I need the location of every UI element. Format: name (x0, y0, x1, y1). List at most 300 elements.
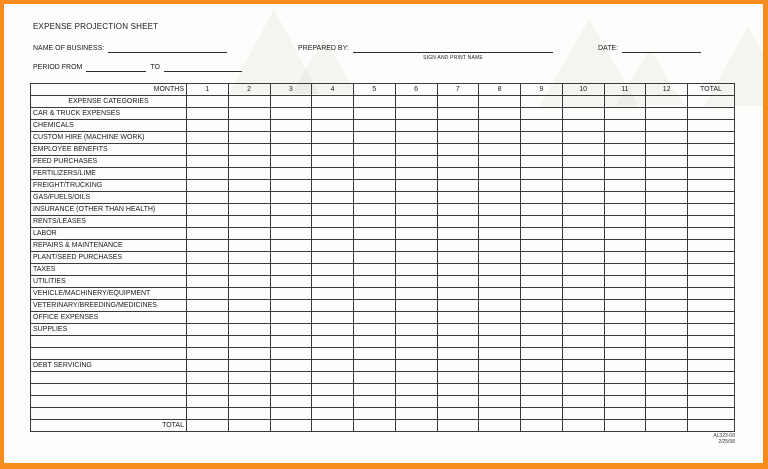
month-value-cell[interactable] (395, 192, 437, 204)
month-value-cell[interactable] (479, 372, 521, 384)
month-value-cell[interactable] (562, 300, 604, 312)
month-value-cell[interactable] (354, 408, 396, 420)
month-value-cell[interactable] (562, 324, 604, 336)
month-value-cell[interactable] (312, 228, 354, 240)
month-value-cell[interactable] (228, 96, 270, 108)
month-value-cell[interactable] (562, 192, 604, 204)
total-value-cell[interactable] (688, 324, 735, 336)
month-value-cell[interactable] (354, 348, 396, 360)
month-value-cell[interactable] (437, 348, 479, 360)
month-value-cell[interactable] (187, 396, 229, 408)
month-value-cell[interactable] (354, 396, 396, 408)
month-value-cell[interactable] (646, 216, 688, 228)
month-value-cell[interactable] (228, 384, 270, 396)
month-value-cell[interactable] (270, 204, 312, 216)
month-value-cell[interactable] (562, 396, 604, 408)
month-value-cell[interactable] (270, 384, 312, 396)
month-value-cell[interactable] (646, 360, 688, 372)
month-value-cell[interactable] (187, 108, 229, 120)
month-value-cell[interactable] (562, 384, 604, 396)
month-value-cell[interactable] (187, 348, 229, 360)
month-value-cell[interactable] (228, 168, 270, 180)
month-value-cell[interactable] (354, 204, 396, 216)
month-value-cell[interactable] (604, 180, 646, 192)
month-value-cell[interactable] (437, 96, 479, 108)
month-value-cell[interactable] (395, 408, 437, 420)
month-value-cell[interactable] (437, 276, 479, 288)
month-value-cell[interactable] (312, 120, 354, 132)
month-value-cell[interactable] (604, 144, 646, 156)
total-value-cell[interactable] (688, 360, 735, 372)
month-value-cell[interactable] (646, 168, 688, 180)
month-value-cell[interactable] (646, 288, 688, 300)
total-value-cell[interactable] (688, 108, 735, 120)
total-value-cell[interactable] (688, 312, 735, 324)
month-value-cell[interactable] (395, 396, 437, 408)
total-value-cell[interactable] (688, 264, 735, 276)
date-field[interactable] (622, 43, 701, 53)
total-value-cell[interactable] (688, 144, 735, 156)
total-value-cell[interactable] (688, 216, 735, 228)
month-value-cell[interactable] (312, 348, 354, 360)
month-value-cell[interactable] (521, 132, 563, 144)
month-value-cell[interactable] (187, 276, 229, 288)
month-value-cell[interactable] (437, 216, 479, 228)
month-value-cell[interactable] (479, 216, 521, 228)
month-value-cell[interactable] (187, 384, 229, 396)
total-value-cell[interactable] (688, 336, 735, 348)
month-value-cell[interactable] (228, 360, 270, 372)
month-value-cell[interactable] (521, 96, 563, 108)
month-value-cell[interactable] (437, 228, 479, 240)
month-value-cell[interactable] (479, 276, 521, 288)
month-value-cell[interactable] (604, 420, 646, 432)
month-value-cell[interactable] (562, 156, 604, 168)
total-value-cell[interactable] (688, 396, 735, 408)
month-value-cell[interactable] (646, 180, 688, 192)
month-value-cell[interactable] (312, 264, 354, 276)
month-value-cell[interactable] (228, 372, 270, 384)
month-value-cell[interactable] (646, 300, 688, 312)
month-value-cell[interactable] (312, 108, 354, 120)
month-value-cell[interactable] (354, 360, 396, 372)
month-value-cell[interactable] (187, 120, 229, 132)
total-value-cell[interactable] (688, 120, 735, 132)
month-value-cell[interactable] (395, 360, 437, 372)
month-value-cell[interactable] (270, 264, 312, 276)
month-value-cell[interactable] (562, 132, 604, 144)
month-value-cell[interactable] (521, 324, 563, 336)
month-value-cell[interactable] (521, 288, 563, 300)
month-value-cell[interactable] (354, 180, 396, 192)
month-value-cell[interactable] (521, 408, 563, 420)
month-value-cell[interactable] (479, 240, 521, 252)
month-value-cell[interactable] (646, 324, 688, 336)
month-value-cell[interactable] (521, 384, 563, 396)
month-value-cell[interactable] (437, 204, 479, 216)
month-value-cell[interactable] (187, 192, 229, 204)
month-value-cell[interactable] (562, 96, 604, 108)
month-value-cell[interactable] (479, 336, 521, 348)
month-value-cell[interactable] (562, 312, 604, 324)
month-value-cell[interactable] (646, 192, 688, 204)
month-value-cell[interactable] (479, 156, 521, 168)
month-value-cell[interactable] (312, 276, 354, 288)
month-value-cell[interactable] (187, 156, 229, 168)
month-value-cell[interactable] (437, 144, 479, 156)
month-value-cell[interactable] (312, 288, 354, 300)
month-value-cell[interactable] (479, 204, 521, 216)
month-value-cell[interactable] (228, 132, 270, 144)
month-value-cell[interactable] (646, 108, 688, 120)
prepared-by-field[interactable] (353, 43, 553, 53)
total-value-cell[interactable] (688, 240, 735, 252)
month-value-cell[interactable] (354, 336, 396, 348)
month-value-cell[interactable] (354, 144, 396, 156)
total-value-cell[interactable] (688, 372, 735, 384)
total-value-cell[interactable] (688, 168, 735, 180)
month-value-cell[interactable] (228, 180, 270, 192)
month-value-cell[interactable] (228, 192, 270, 204)
month-value-cell[interactable] (479, 288, 521, 300)
month-value-cell[interactable] (228, 156, 270, 168)
month-value-cell[interactable] (604, 264, 646, 276)
month-value-cell[interactable] (562, 240, 604, 252)
total-value-cell[interactable] (688, 384, 735, 396)
period-to-field[interactable] (164, 62, 242, 72)
month-value-cell[interactable] (604, 372, 646, 384)
month-value-cell[interactable] (312, 300, 354, 312)
month-value-cell[interactable] (312, 180, 354, 192)
month-value-cell[interactable] (604, 108, 646, 120)
month-value-cell[interactable] (312, 420, 354, 432)
month-value-cell[interactable] (479, 360, 521, 372)
month-value-cell[interactable] (312, 396, 354, 408)
month-value-cell[interactable] (521, 180, 563, 192)
month-value-cell[interactable] (479, 300, 521, 312)
month-value-cell[interactable] (228, 396, 270, 408)
month-value-cell[interactable] (270, 156, 312, 168)
month-value-cell[interactable] (562, 288, 604, 300)
month-value-cell[interactable] (395, 420, 437, 432)
month-value-cell[interactable] (521, 372, 563, 384)
month-value-cell[interactable] (562, 336, 604, 348)
month-value-cell[interactable] (437, 288, 479, 300)
period-from-field[interactable] (86, 62, 146, 72)
month-value-cell[interactable] (187, 264, 229, 276)
month-value-cell[interactable] (521, 192, 563, 204)
month-value-cell[interactable] (270, 108, 312, 120)
month-value-cell[interactable] (479, 384, 521, 396)
month-value-cell[interactable] (479, 120, 521, 132)
month-value-cell[interactable] (562, 168, 604, 180)
month-value-cell[interactable] (604, 396, 646, 408)
month-value-cell[interactable] (312, 360, 354, 372)
month-value-cell[interactable] (646, 312, 688, 324)
month-value-cell[interactable] (354, 300, 396, 312)
month-value-cell[interactable] (228, 108, 270, 120)
month-value-cell[interactable] (354, 108, 396, 120)
month-value-cell[interactable] (395, 228, 437, 240)
month-value-cell[interactable] (354, 252, 396, 264)
month-value-cell[interactable] (437, 180, 479, 192)
month-value-cell[interactable] (312, 408, 354, 420)
month-value-cell[interactable] (354, 420, 396, 432)
month-value-cell[interactable] (646, 264, 688, 276)
month-value-cell[interactable] (521, 360, 563, 372)
month-value-cell[interactable] (646, 336, 688, 348)
month-value-cell[interactable] (228, 276, 270, 288)
month-value-cell[interactable] (312, 96, 354, 108)
month-value-cell[interactable] (562, 228, 604, 240)
total-value-cell[interactable] (688, 348, 735, 360)
month-value-cell[interactable] (187, 216, 229, 228)
month-value-cell[interactable] (479, 144, 521, 156)
month-value-cell[interactable] (437, 336, 479, 348)
month-value-cell[interactable] (646, 228, 688, 240)
month-value-cell[interactable] (228, 300, 270, 312)
month-value-cell[interactable] (604, 336, 646, 348)
month-value-cell[interactable] (395, 144, 437, 156)
month-value-cell[interactable] (270, 324, 312, 336)
month-value-cell[interactable] (187, 180, 229, 192)
month-value-cell[interactable] (270, 216, 312, 228)
month-value-cell[interactable] (395, 120, 437, 132)
month-value-cell[interactable] (354, 120, 396, 132)
month-value-cell[interactable] (521, 276, 563, 288)
total-value-cell[interactable] (688, 276, 735, 288)
month-value-cell[interactable] (187, 288, 229, 300)
month-value-cell[interactable] (604, 276, 646, 288)
month-value-cell[interactable] (437, 132, 479, 144)
month-value-cell[interactable] (312, 312, 354, 324)
month-value-cell[interactable] (270, 288, 312, 300)
month-value-cell[interactable] (228, 264, 270, 276)
month-value-cell[interactable] (395, 336, 437, 348)
month-value-cell[interactable] (646, 144, 688, 156)
name-of-business-field[interactable] (108, 43, 227, 53)
month-value-cell[interactable] (521, 144, 563, 156)
month-value-cell[interactable] (437, 300, 479, 312)
month-value-cell[interactable] (270, 312, 312, 324)
month-value-cell[interactable] (228, 120, 270, 132)
month-value-cell[interactable] (562, 264, 604, 276)
month-value-cell[interactable] (270, 252, 312, 264)
month-value-cell[interactable] (646, 372, 688, 384)
month-value-cell[interactable] (437, 108, 479, 120)
month-value-cell[interactable] (312, 252, 354, 264)
total-value-cell[interactable] (688, 204, 735, 216)
month-value-cell[interactable] (479, 264, 521, 276)
month-value-cell[interactable] (395, 216, 437, 228)
month-value-cell[interactable] (479, 168, 521, 180)
total-value-cell[interactable] (688, 96, 735, 108)
month-value-cell[interactable] (437, 420, 479, 432)
month-value-cell[interactable] (437, 120, 479, 132)
month-value-cell[interactable] (187, 168, 229, 180)
month-value-cell[interactable] (354, 264, 396, 276)
month-value-cell[interactable] (270, 360, 312, 372)
month-value-cell[interactable] (479, 396, 521, 408)
month-value-cell[interactable] (270, 240, 312, 252)
month-value-cell[interactable] (479, 348, 521, 360)
month-value-cell[interactable] (354, 168, 396, 180)
month-value-cell[interactable] (395, 384, 437, 396)
month-value-cell[interactable] (479, 192, 521, 204)
month-value-cell[interactable] (354, 240, 396, 252)
month-value-cell[interactable] (604, 408, 646, 420)
month-value-cell[interactable] (646, 420, 688, 432)
month-value-cell[interactable] (604, 120, 646, 132)
month-value-cell[interactable] (354, 324, 396, 336)
month-value-cell[interactable] (479, 108, 521, 120)
month-value-cell[interactable] (354, 216, 396, 228)
month-value-cell[interactable] (604, 312, 646, 324)
month-value-cell[interactable] (312, 372, 354, 384)
month-value-cell[interactable] (646, 120, 688, 132)
total-value-cell[interactable] (688, 252, 735, 264)
month-value-cell[interactable] (395, 264, 437, 276)
month-value-cell[interactable] (270, 192, 312, 204)
month-value-cell[interactable] (354, 192, 396, 204)
month-value-cell[interactable] (395, 168, 437, 180)
month-value-cell[interactable] (187, 324, 229, 336)
month-value-cell[interactable] (604, 348, 646, 360)
month-value-cell[interactable] (562, 216, 604, 228)
month-value-cell[interactable] (312, 324, 354, 336)
month-value-cell[interactable] (395, 132, 437, 144)
month-value-cell[interactable] (646, 156, 688, 168)
month-value-cell[interactable] (354, 384, 396, 396)
month-value-cell[interactable] (437, 264, 479, 276)
month-value-cell[interactable] (187, 252, 229, 264)
total-value-cell[interactable] (688, 288, 735, 300)
month-value-cell[interactable] (521, 240, 563, 252)
month-value-cell[interactable] (646, 252, 688, 264)
month-value-cell[interactable] (437, 312, 479, 324)
month-value-cell[interactable] (354, 276, 396, 288)
month-value-cell[interactable] (562, 204, 604, 216)
total-value-cell[interactable] (688, 420, 735, 432)
month-value-cell[interactable] (479, 132, 521, 144)
month-value-cell[interactable] (270, 408, 312, 420)
month-value-cell[interactable] (354, 288, 396, 300)
month-value-cell[interactable] (228, 420, 270, 432)
month-value-cell[interactable] (354, 132, 396, 144)
month-value-cell[interactable] (187, 240, 229, 252)
month-value-cell[interactable] (228, 288, 270, 300)
total-value-cell[interactable] (688, 300, 735, 312)
month-value-cell[interactable] (395, 288, 437, 300)
month-value-cell[interactable] (395, 156, 437, 168)
month-value-cell[interactable] (521, 300, 563, 312)
month-value-cell[interactable] (479, 420, 521, 432)
month-value-cell[interactable] (270, 96, 312, 108)
month-value-cell[interactable] (270, 372, 312, 384)
month-value-cell[interactable] (395, 312, 437, 324)
month-value-cell[interactable] (604, 384, 646, 396)
month-value-cell[interactable] (312, 132, 354, 144)
month-value-cell[interactable] (479, 408, 521, 420)
month-value-cell[interactable] (479, 180, 521, 192)
month-value-cell[interactable] (187, 408, 229, 420)
month-value-cell[interactable] (395, 96, 437, 108)
month-value-cell[interactable] (395, 300, 437, 312)
month-value-cell[interactable] (395, 372, 437, 384)
month-value-cell[interactable] (562, 348, 604, 360)
month-value-cell[interactable] (604, 96, 646, 108)
month-value-cell[interactable] (395, 324, 437, 336)
month-value-cell[interactable] (437, 372, 479, 384)
month-value-cell[interactable] (604, 192, 646, 204)
total-value-cell[interactable] (688, 180, 735, 192)
month-value-cell[interactable] (604, 360, 646, 372)
month-value-cell[interactable] (270, 300, 312, 312)
month-value-cell[interactable] (270, 144, 312, 156)
month-value-cell[interactable] (521, 108, 563, 120)
month-value-cell[interactable] (187, 336, 229, 348)
month-value-cell[interactable] (354, 372, 396, 384)
month-value-cell[interactable] (395, 348, 437, 360)
month-value-cell[interactable] (187, 360, 229, 372)
month-value-cell[interactable] (562, 180, 604, 192)
month-value-cell[interactable] (479, 96, 521, 108)
month-value-cell[interactable] (521, 396, 563, 408)
total-value-cell[interactable] (688, 192, 735, 204)
month-value-cell[interactable] (604, 228, 646, 240)
month-value-cell[interactable] (521, 252, 563, 264)
month-value-cell[interactable] (521, 120, 563, 132)
month-value-cell[interactable] (312, 168, 354, 180)
month-value-cell[interactable] (270, 228, 312, 240)
month-value-cell[interactable] (562, 408, 604, 420)
month-value-cell[interactable] (437, 192, 479, 204)
month-value-cell[interactable] (437, 396, 479, 408)
month-value-cell[interactable] (437, 384, 479, 396)
month-value-cell[interactable] (395, 252, 437, 264)
month-value-cell[interactable] (521, 228, 563, 240)
total-value-cell[interactable] (688, 408, 735, 420)
month-value-cell[interactable] (395, 204, 437, 216)
month-value-cell[interactable] (521, 264, 563, 276)
month-value-cell[interactable] (270, 120, 312, 132)
month-value-cell[interactable] (604, 216, 646, 228)
month-value-cell[interactable] (270, 336, 312, 348)
month-value-cell[interactable] (521, 420, 563, 432)
month-value-cell[interactable] (521, 216, 563, 228)
month-value-cell[interactable] (270, 168, 312, 180)
month-value-cell[interactable] (228, 348, 270, 360)
month-value-cell[interactable] (395, 108, 437, 120)
month-value-cell[interactable] (437, 408, 479, 420)
month-value-cell[interactable] (354, 156, 396, 168)
month-value-cell[interactable] (646, 408, 688, 420)
total-value-cell[interactable] (688, 156, 735, 168)
month-value-cell[interactable] (270, 396, 312, 408)
month-value-cell[interactable] (187, 132, 229, 144)
month-value-cell[interactable] (228, 240, 270, 252)
month-value-cell[interactable] (312, 384, 354, 396)
month-value-cell[interactable] (228, 312, 270, 324)
month-value-cell[interactable] (312, 156, 354, 168)
month-value-cell[interactable] (354, 228, 396, 240)
month-value-cell[interactable] (270, 132, 312, 144)
month-value-cell[interactable] (646, 276, 688, 288)
month-value-cell[interactable] (312, 336, 354, 348)
month-value-cell[interactable] (521, 168, 563, 180)
month-value-cell[interactable] (437, 324, 479, 336)
month-value-cell[interactable] (437, 360, 479, 372)
